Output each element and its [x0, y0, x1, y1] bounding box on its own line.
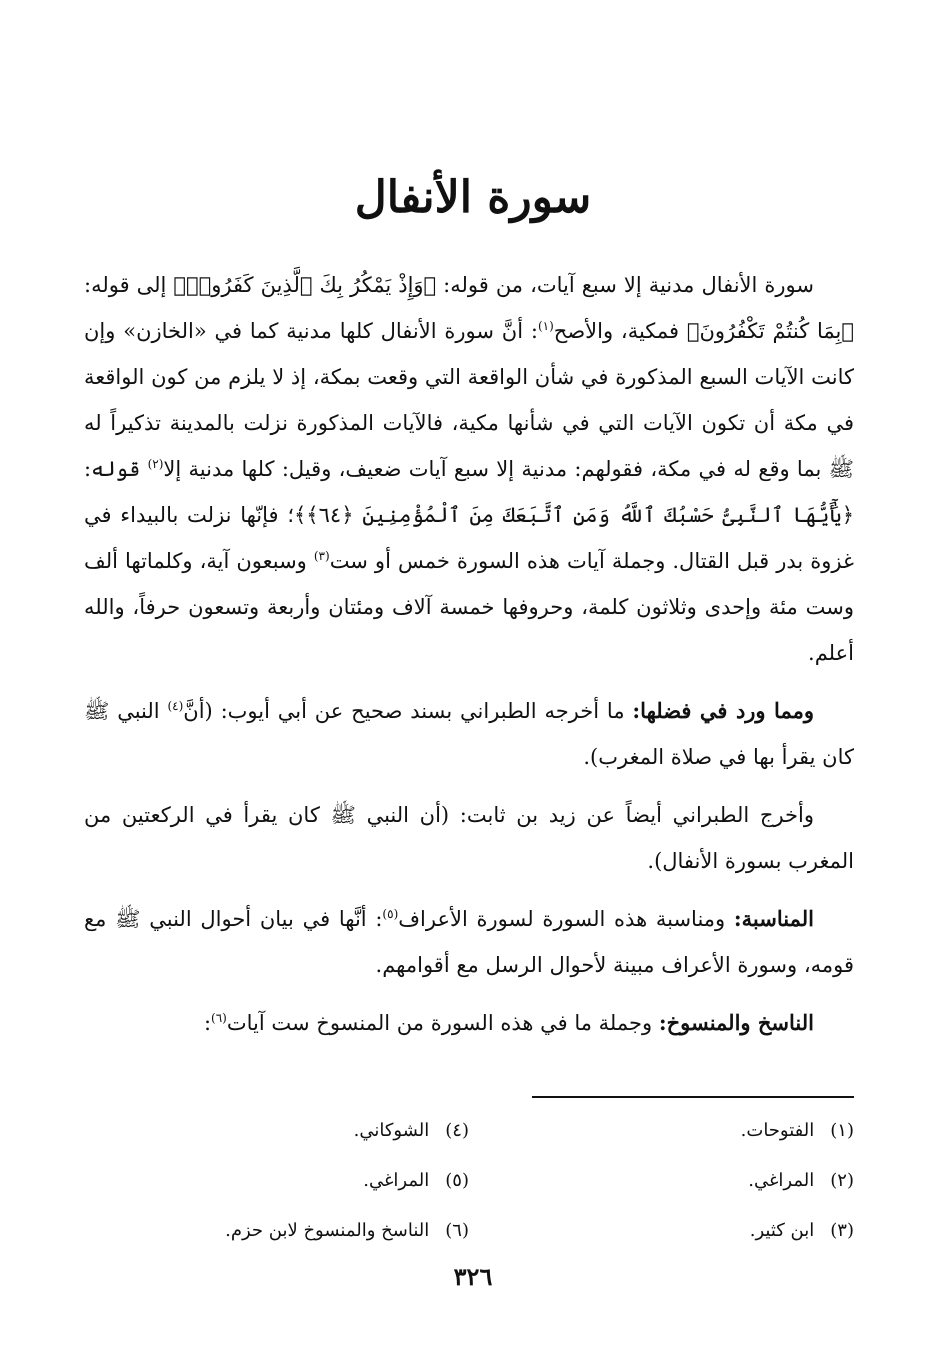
footnote-number: (٣): [830, 1220, 854, 1241]
paragraph-text: النبي ﷺ كان يقرأ بها في صلاة المغرب).: [84, 699, 854, 769]
footnote-text: المراغي.: [748, 1170, 815, 1191]
paragraph-text: وجملة ما في هذه السورة من المنسوخ ست آيات: [226, 1011, 659, 1035]
section-lead: المناسبة:: [733, 906, 814, 931]
footnote-number: (٢): [830, 1170, 854, 1191]
paragraph-virtues: [84, 688, 854, 780]
footnote-ref[interactable]: (٦): [211, 1011, 227, 1025]
footnote-number: (٤): [445, 1120, 469, 1141]
footnote-ref[interactable]: (٤): [167, 699, 184, 713]
footnote-item: [84, 1156, 469, 1206]
footnote-item: [469, 1156, 854, 1206]
footnote-ref[interactable]: (٥): [382, 907, 399, 921]
paragraph-tabarani: [84, 792, 854, 884]
paragraph-text: وأخرج الطبراني أيضاً عن زيد بن ثابت: (أن النبي ﷺ كان يقرأ في الركعتين من المغرب بسورة الأنفال).: [84, 803, 854, 873]
paragraph-relation: [84, 896, 854, 988]
section-lead: ومما ورد في فضلها:: [632, 698, 814, 723]
footnote-item: [469, 1106, 854, 1156]
main-text: [84, 262, 854, 1058]
footnote-text: المراغي.: [363, 1170, 430, 1191]
paragraph-text: وسبعون آية، وكلماتها ألف وست مئة وإحدى وثلاثون كلمة، وحروفها خمسة آلاف ومئتان وأربعة وتسعون حرفاً، والله أعلم.: [84, 549, 854, 665]
section-lead: الناسخ والمنسوخ:: [658, 1010, 814, 1035]
footnote-text: الناسخ والمنسوخ لابن حزم.: [225, 1220, 430, 1241]
footnotes: [84, 1106, 854, 1256]
footnote-ref[interactable]: (٣): [313, 549, 330, 563]
footnote-text: الفتوحات.: [740, 1120, 815, 1141]
footnote-row: [84, 1106, 854, 1156]
paragraph-intro: [84, 262, 854, 676]
footnote-row: [84, 1206, 854, 1256]
footnote-ref[interactable]: (٢): [147, 457, 164, 471]
paragraph-text: : أنَّها في بيان أحوال النبي ﷺ مع قومه، وسورة الأعراف مبينة لأحوال الرسل مع أقوامهم.: [84, 907, 854, 977]
footnote-divider: [532, 1096, 854, 1098]
page-number: ٣٢٦: [453, 1262, 493, 1291]
paragraph-text: سورة الأنفال مدنية إلا سبع آيات، من قوله: ﴿وَإِذْ يَمْكُرُ بِكَ ٱلَّذِينَ كَفَرُوا۟﴾ إلى قوله: ﴿بِمَا كُنتُمْ تَكْفُرُونَ﴾ فمكية، والأصح: [84, 273, 854, 343]
footnote-row: [84, 1156, 854, 1206]
footnote-text: الشوكاني.: [353, 1120, 430, 1141]
footnote-number: (١): [830, 1120, 854, 1141]
footnote-number: (٥): [445, 1170, 469, 1191]
paragraph-text: : أنَّ سورة الأنفال كلها مدنية كما في «الخازن» وإن كانت الآيات السبع المذكورة في شأن الواقعة التي وقعت بمكة، إذ لا يلزم من كون الواقعة في مكة أن تكون الآيات التي في شأنها مكية، فالآيات المذكورة نزلت بالمدينة تذكيراً له ﷺ بما وقع له في مكة، فقولهم: مدنية إلا سبع آيات ضعيف، وقيل: كلها مدنية إلا: [84, 319, 854, 481]
paragraph-text: :: [203, 1011, 212, 1035]
footnote-item: [84, 1206, 469, 1256]
footnote-item: [469, 1206, 854, 1256]
paragraph-text: ما أخرجه الطبراني بسند صحيح عن أبي أيوب: (أنَّ: [183, 699, 633, 723]
paragraph-text: قوله: ﴿يَٰٓأَيُّهَا ٱلنَّبِىُّ حَسْبُكَ ٱللَّهُ وَمَنِ ٱتَّبَعَكَ مِنَ ٱلْمُؤْمِنِينَ ﴿٦٤﴾﴾؛ فإنّها نزلت بالبيداء في غزوة بدر قبل القتال. وجملة آيات هذه السورة خمس أو ست: [84, 457, 855, 573]
footnote-ref[interactable]: (١): [537, 319, 554, 333]
footnote-text: ابن كثير.: [749, 1220, 815, 1241]
page-title: سورة الأنفال: [354, 172, 592, 223]
paragraph-abrogation: [84, 1000, 854, 1046]
footnote-number: (٦): [445, 1220, 469, 1241]
paragraph-text: ومناسبة هذه السورة لسورة الأعراف: [398, 907, 734, 931]
footnote-item: [84, 1106, 469, 1156]
